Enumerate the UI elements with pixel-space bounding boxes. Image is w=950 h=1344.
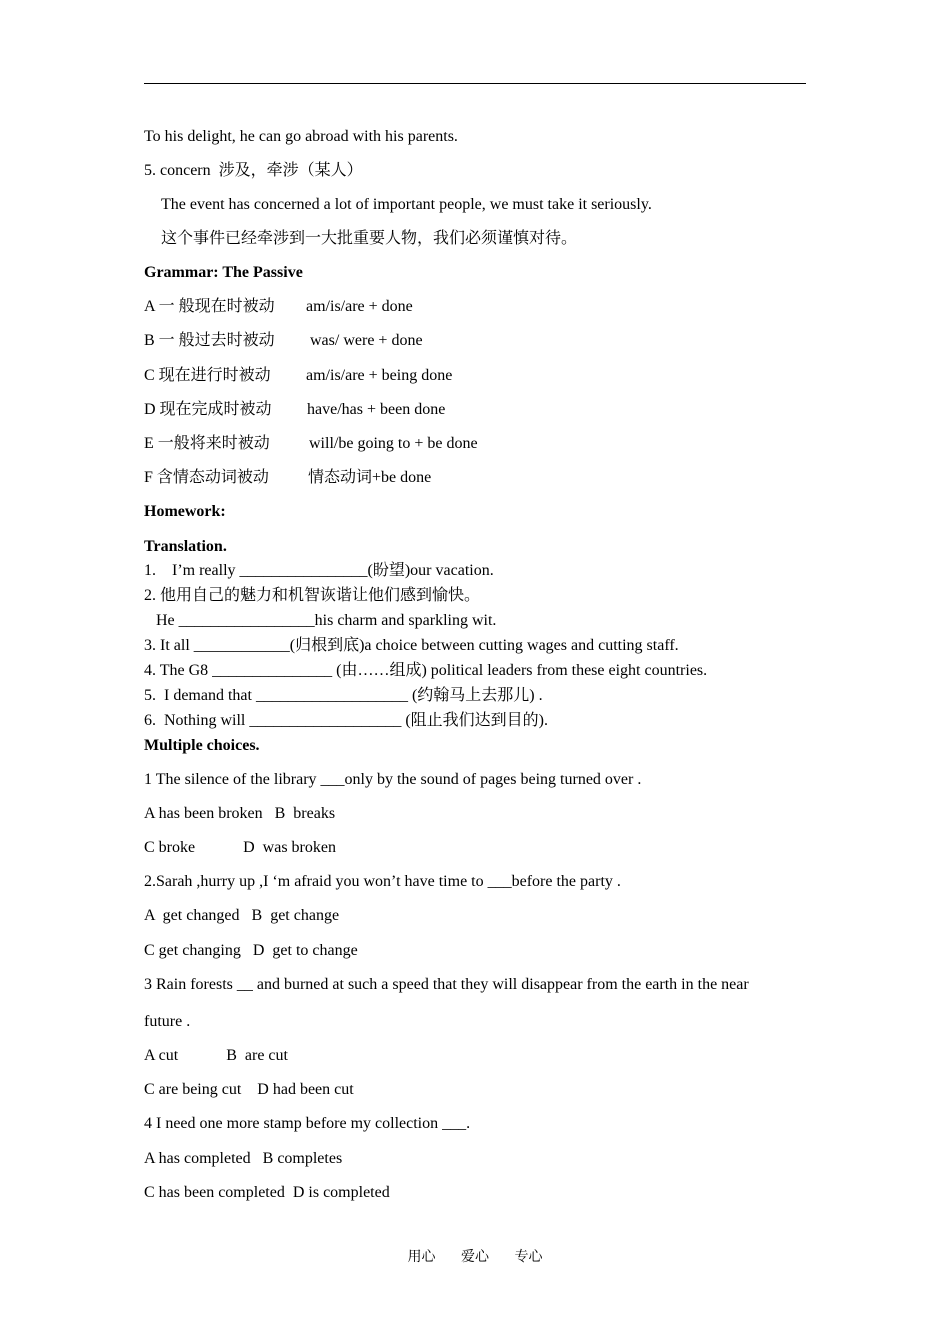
- homework-heading: Homework:: [144, 503, 226, 520]
- question-options: C get changing D get to change: [144, 942, 358, 959]
- grammar-row-form: have/has + been done: [307, 401, 446, 418]
- translation-item: 2. 他用自己的魅力和机智诙谐让他们感到愉快。: [144, 587, 481, 604]
- grammar-row-form: am/is/are + being done: [306, 367, 453, 384]
- question-options: C broke D was broken: [144, 839, 336, 856]
- footer-item: 用心: [407, 1250, 436, 1265]
- grammar-row-form: 情态动词+be done: [308, 469, 432, 486]
- question-options: C has been completed D is completed: [144, 1184, 390, 1201]
- translation-item: 5. I demand that ___________________ (约翰马上去那儿) .: [144, 687, 543, 704]
- translation-item: 6. Nothing will ___________________ (阻止我们达到目的).: [144, 712, 548, 729]
- grammar-row-label: F 含情态动词被动: [144, 469, 269, 486]
- question-stem-continued: future .: [144, 1013, 191, 1030]
- page-footer: [0, 1248, 950, 1268]
- translation-item: He _________________his charm and sparkling wit.: [144, 612, 497, 629]
- grammar-row-label: D 现在完成时被动: [144, 401, 272, 418]
- grammar-row-form: am/is/are + done: [306, 298, 413, 315]
- grammar-row-label: A 一 般现在时被动: [144, 298, 275, 315]
- grammar-heading: Grammar: The Passive: [144, 264, 303, 281]
- question-options: A get changed B get change: [144, 907, 340, 924]
- question-options: C are being cut D had been cut: [144, 1081, 354, 1098]
- footer-item: 专心: [514, 1250, 543, 1265]
- question-options: A has been broken B breaks: [144, 805, 336, 822]
- grammar-row-label: C 现在进行时被动: [144, 367, 271, 384]
- grammar-row-form: was/ were + done: [310, 332, 423, 349]
- translation-item: 4. The G8 _______________ (由……组成) political leaders from these eight countries.: [144, 662, 708, 679]
- question-options: A cut B are cut: [144, 1047, 288, 1064]
- item5-example: The event has concerned a lot of important people, we must take it seriously.: [161, 196, 652, 213]
- translation-item: 3. It all ____________(归根到底)a choice between cutting wages and cutting staff.: [144, 637, 679, 654]
- question-options: A has completed B completes: [144, 1150, 343, 1167]
- item5-translation: 这个事件已经牵涉到一大批重要人物，我们必须谨慎对待。: [161, 230, 578, 247]
- question-stem: 1 The silence of the library ___only by the sound of pages being turned over .: [144, 771, 642, 788]
- question-stem: 4 I need one more stamp before my collection ___.: [144, 1115, 471, 1132]
- header-rule: [144, 83, 806, 84]
- question-stem: 3 Rain forests __ and burned at such a speed that they will disappear from the earth in the near: [144, 976, 749, 993]
- grammar-row-label: B 一 般过去时被动: [144, 332, 275, 349]
- footer-item: 爱心: [461, 1250, 489, 1265]
- multiple-choice-heading: Multiple choices.: [144, 737, 260, 754]
- question-stem: 2.Sarah ,hurry up ,I ‘m afraid you won’t have time to ___before the party .: [144, 873, 621, 890]
- translation-heading: Translation.: [144, 538, 227, 555]
- grammar-row-label: E 一般将来时被动: [144, 435, 270, 452]
- translation-item: 1. I’m really ________________(盼望)our vacation.: [144, 562, 494, 579]
- item5-title: 5. concern 涉及，牵涉（某人）: [144, 162, 363, 179]
- intro-line: To his delight, he can go abroad with his parents.: [144, 128, 458, 145]
- grammar-row-form: will/be going to + be done: [309, 435, 478, 452]
